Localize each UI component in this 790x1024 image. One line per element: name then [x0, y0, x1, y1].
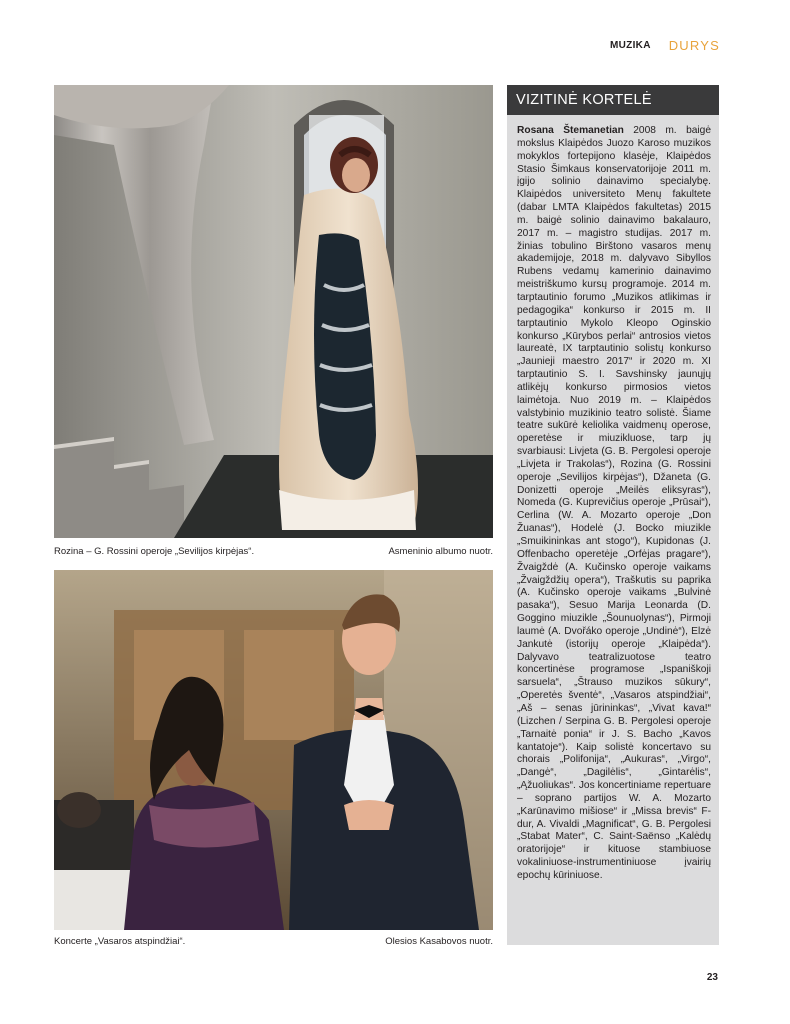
sidebar-body	[507, 115, 719, 883]
caption-text: Koncerte „Vasaros atspindžiai“.	[54, 936, 186, 947]
photo-caption	[54, 936, 493, 947]
magazine-logo: DURYS	[668, 38, 720, 53]
photo-credit: Olesios Kasabovos nuotr.	[385, 936, 493, 947]
business-card-sidebar	[507, 85, 719, 945]
page-header	[610, 38, 720, 53]
concert-photo	[54, 570, 493, 930]
photo-caption	[54, 546, 493, 557]
sidebar-biography: 2008 m. baigė mokslus Klaipėdos Juozo Karoso muzikos mokyklos fortepijono klasėje, Klaipėdos Stasio Šimkaus konservatorijoje 2011 m. įgijo solinio dainavimo specialybę. Klaipėdos universiteto Menų fakultete (dabar LMTA Klaipėdos fakultetas) 2015 m. baigė solinio dainavimo bakalauro, 2017 m. – magistro studijas. 2017 m. žinias tobulino Birštono vasaros menų akademijoje, 2018 m. dalyvavo Sibyllos Rubens vedamų kamerinio dainavimo meistriškumo kursų programoje. 2014 m. tarptautinio forumo „Muzikos atlikimas ir pedagogika“ konkurso ir 2015 m. II tarptautinio Mykolo Kleopo Oginskio konkurso „Kūrybos perlai“ antrosios vietos laureatė, IX tarptautinio solistų konkurso „Jaunieji maestro 2017“ ir 2020 m. XI tarptautinio S. I. Savshinsky jaunųjų atlikėjų konkurso pirmosios vietos laimėtoja. Nuo 2019 m. – Klaipėdos valstybinio muzikinio teatro solistė. Šiame teatre sukūrė keliolika vaidmenų operose, operetėse ir miuzikluose, tarp jų svarbiausi: Livjeta (G. B. Pergolesi operoje „Livjeta ir Trakolas“), Rozina (G. Rossini operoje „Sevilijos kirpėjas“), Džaneta (G. Donizetti operoje „Meilės eliksyras“), Nomeda (G. Kuprevičius operoje „Prūsai“), Cerlina (W. A. Mozarto operoje „Don Žuanas“), Hodelė (J. Bocko miuzikle „Smuikininkas ant stogo“), Kupidonas (J. Offenbacho operetėje „Orfėjas pragare“), Žvaigždė (A. Kučinsko operoje vaikams „Žvaigždžių opera“), Traškutis su paprika (A. Kučinsko operoje vaikams „Bulvinė pasaka“), Sesuo Marija Leonarda (D. Goggino miuzikle „Šounuolynas“), Pirmoji laumė (A. Dvořáko operoje „Undinė“), Elzė Jankutė (istorijų operoje „Klaipėda“). Dalyvavo teatralizuotose teatro koncertinėse programose „Ispaniškoji sarsuela“, „Štrauso muzikos sūkury“, „Operetės šventė“, „Vasaros atspindžiai“, „Aš – senas jūrininkas“, „Vivat kava!“ (Lizchen / Serpina G. B. Pergolesi operoje „Tarnaitė ponia“ ir J. S. Bacho „Kavos kantatoje“). Kaip solistė koncertavo su chorais „Polifonija“, „Aukuras“, „Virgo“, „Dangė“, „Dagilėlis“, „Gintarėlis“, „Ąžuoliukas“. Jos koncertiniame repertuare – soprano partijos W. A. Mozarto „Karūnavimo mišiose“ ir „Missa brevis“ F-dur, A. Vivaldi „Magnificat“, G. B. Pergolesi „Stabat Mater“, C. Saint-Saënso „Kalėdų oratorijoje“ ir kituose stambiuose vokaliniuose-instrumentiniuose įvairių epochų kūriniuose.	[517, 125, 711, 881]
sidebar-title: VIZITINĖ KORTELĖ	[507, 85, 719, 115]
opera-stage-photo	[54, 85, 493, 538]
caption-text: Rozina – G. Rossini operoje „Sevilijos kirpėjas“.	[54, 546, 255, 557]
photo-credit: Asmeninio albumo nuotr.	[388, 546, 493, 557]
section-label: MUZIKA	[610, 40, 651, 51]
sidebar-person-name: Rosana Štemanetian	[517, 125, 624, 136]
page-number: 23	[706, 972, 718, 983]
